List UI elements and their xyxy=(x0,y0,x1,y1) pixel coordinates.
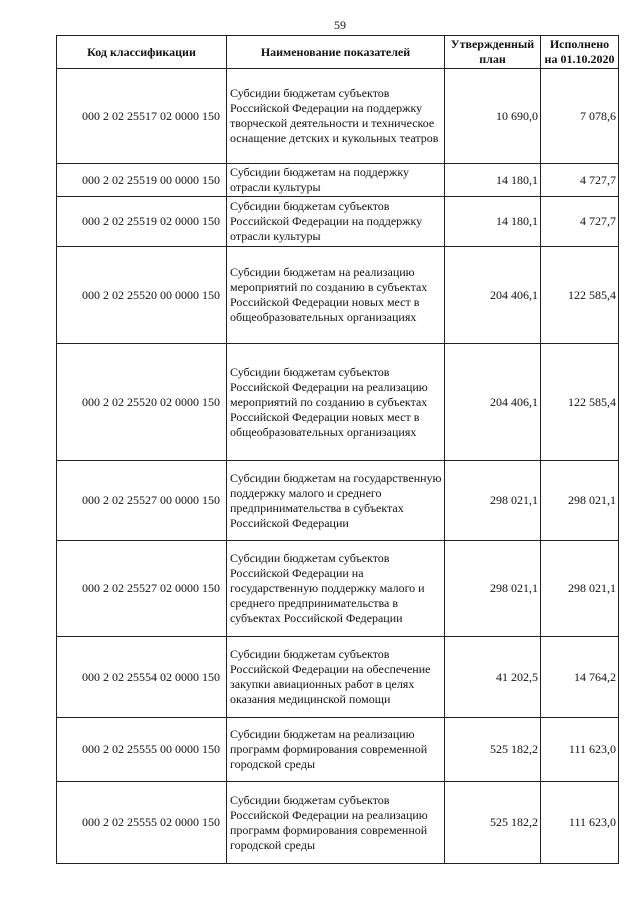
page-number: 59 xyxy=(334,18,346,32)
row-done: 298 021,1 xyxy=(541,461,619,541)
header-code: Код классификации xyxy=(57,36,227,69)
row-plan: 41 202,5 xyxy=(445,637,541,718)
table-row xyxy=(57,782,619,864)
header-plan-line1: Утвержденный xyxy=(450,37,535,51)
row-done: 4 727,7 xyxy=(541,164,619,197)
row-code: 000 2 02 25555 02 0000 150 xyxy=(57,782,227,864)
row-name: Субсидии бюджетам субъектов Российской Федерации на реализацию программ формирования современной городской среды xyxy=(227,782,445,864)
row-done: 7 078,6 xyxy=(541,69,619,164)
row-plan: 204 406,1 xyxy=(445,344,541,461)
row-code: 000 2 02 25519 00 0000 150 xyxy=(57,164,227,197)
row-done: 4 727,7 xyxy=(541,197,619,247)
header-done xyxy=(541,36,619,69)
table-row xyxy=(57,718,619,782)
table-row xyxy=(57,344,619,461)
row-code: 000 2 02 25520 02 0000 150 xyxy=(57,344,227,461)
row-name: Субсидии бюджетам на поддержку отрасли культуры xyxy=(227,164,445,197)
row-name: Субсидии бюджетам субъектов Российской Федерации на поддержку отрасли культуры xyxy=(227,197,445,247)
row-done: 298 021,1 xyxy=(541,541,619,637)
table-row xyxy=(57,461,619,541)
row-code: 000 2 02 25527 00 0000 150 xyxy=(57,461,227,541)
row-plan: 298 021,1 xyxy=(445,461,541,541)
header-done-line1: Исполнено xyxy=(549,37,610,51)
row-plan: 298 021,1 xyxy=(445,541,541,637)
row-name: Субсидии бюджетам на государственную поддержку малого и среднего предпринимательства в субъектах Российской Федерации xyxy=(227,461,445,541)
header-name: Наименование показателей xyxy=(227,36,445,69)
row-done: 111 623,0 xyxy=(541,782,619,864)
row-name: Субсидии бюджетам субъектов Российской Федерации на обеспечение закупки авиационных работ в целях оказания медицинской помощи xyxy=(227,637,445,718)
row-done: 111 623,0 xyxy=(541,718,619,782)
row-code: 000 2 02 25519 02 0000 150 xyxy=(57,197,227,247)
row-plan: 10 690,0 xyxy=(445,69,541,164)
row-plan: 525 182,2 xyxy=(445,782,541,864)
row-code: 000 2 02 25520 00 0000 150 xyxy=(57,247,227,344)
row-code: 000 2 02 25527 02 0000 150 xyxy=(57,541,227,637)
row-plan: 204 406,1 xyxy=(445,247,541,344)
row-done: 122 585,4 xyxy=(541,344,619,461)
row-name: Субсидии бюджетам субъектов Российской Федерации на реализацию мероприятий по созданию в субъектах Российской Федерации новых мест в общеобразовательных организациях xyxy=(227,344,445,461)
row-code: 000 2 02 25555 00 0000 150 xyxy=(57,718,227,782)
table-row xyxy=(57,541,619,637)
row-plan: 525 182,2 xyxy=(445,718,541,782)
header-plan xyxy=(445,36,541,69)
row-code: 000 2 02 25517 02 0000 150 xyxy=(57,69,227,164)
header-plan-line2: план xyxy=(479,52,506,66)
table-header-row xyxy=(57,36,619,69)
table-row xyxy=(57,197,619,247)
row-plan: 14 180,1 xyxy=(445,197,541,247)
table-row xyxy=(57,247,619,344)
row-name: Субсидии бюджетам субъектов Российской Федерации на поддержку творческой деятельности и техническое оснащение детских и кукольных театров xyxy=(227,69,445,164)
budget-table xyxy=(56,35,619,864)
row-code: 000 2 02 25554 02 0000 150 xyxy=(57,637,227,718)
row-plan: 14 180,1 xyxy=(445,164,541,197)
table-row xyxy=(57,69,619,164)
row-name: Субсидии бюджетам субъектов Российской Федерации на государственную поддержку малого и среднего предпринимательства в субъектах Российской Федерации xyxy=(227,541,445,637)
row-name: Субсидии бюджетам на реализацию программ формирования современной городской среды xyxy=(227,718,445,782)
row-done: 122 585,4 xyxy=(541,247,619,344)
row-done: 14 764,2 xyxy=(541,637,619,718)
table-row xyxy=(57,637,619,718)
table-row xyxy=(57,164,619,197)
header-done-line2: на 01.10.2020 xyxy=(544,52,615,66)
row-name: Субсидии бюджетам на реализацию мероприятий по созданию в субъектах Российской Федерации новых мест в общеобразовательных организациях xyxy=(227,247,445,344)
